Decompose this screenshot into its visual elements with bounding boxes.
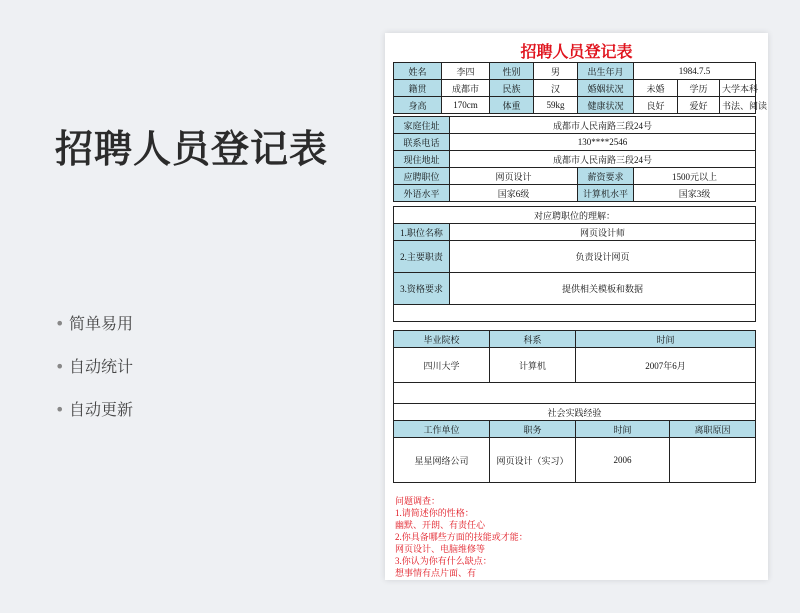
table-row bbox=[394, 207, 756, 224]
table-row bbox=[394, 80, 756, 97]
phone-label: 联系电话 bbox=[394, 134, 450, 151]
table-row bbox=[394, 348, 756, 383]
question-line: 网页设计、电脑维修等 bbox=[395, 544, 486, 554]
table-row bbox=[394, 224, 756, 241]
table-row bbox=[394, 97, 756, 114]
bullet-icon: • bbox=[55, 357, 65, 376]
company-header: 工作单位 bbox=[394, 421, 490, 438]
table-row bbox=[394, 438, 756, 483]
role-value: 网页设计（实习） bbox=[490, 438, 576, 483]
feature-list bbox=[55, 310, 133, 439]
salary-label: 薪资要求 bbox=[578, 168, 634, 185]
edu-value: 大学本科 bbox=[720, 80, 756, 97]
ethnic-value: 汉 bbox=[534, 80, 578, 97]
edu-label: 学历 bbox=[678, 80, 720, 97]
question-line: 3.你认为你有什么缺点： bbox=[395, 556, 492, 566]
exp-time-value: 2006 bbox=[576, 438, 670, 483]
blank-row bbox=[394, 383, 756, 404]
lang-value: 国家6级 bbox=[450, 185, 578, 202]
feature-item: • 自动更新 bbox=[55, 396, 133, 439]
gender-label: 性别 bbox=[490, 63, 534, 80]
question-line: 问题调查： bbox=[395, 496, 441, 506]
form-preview bbox=[385, 33, 768, 580]
table-row bbox=[394, 421, 756, 438]
exp-time-header: 时间 bbox=[576, 421, 670, 438]
computer-label: 计算机水平 bbox=[578, 185, 634, 202]
origin-value: 成都市 bbox=[442, 80, 490, 97]
name-value: 李四 bbox=[442, 63, 490, 80]
table-row bbox=[394, 117, 756, 134]
time-header: 时间 bbox=[576, 331, 756, 348]
height-label: 身高 bbox=[394, 97, 442, 114]
table-row bbox=[394, 241, 756, 273]
feature-item: • 自动统计 bbox=[55, 353, 133, 396]
hobby-value: 书法、阅读 bbox=[720, 97, 756, 114]
bullet-icon: • bbox=[55, 314, 65, 333]
home-label: 家庭住址 bbox=[394, 117, 450, 134]
experience-table bbox=[393, 403, 756, 483]
understanding-value: 负责设计网页 bbox=[450, 241, 756, 273]
phone-value: 130****2546 bbox=[450, 134, 756, 151]
school-header: 毕业院校 bbox=[394, 331, 490, 348]
birth-value: 1984.7.5 bbox=[634, 63, 756, 80]
health-label: 健康状况 bbox=[578, 97, 634, 114]
understanding-table bbox=[393, 206, 756, 322]
bullet-icon: • bbox=[55, 400, 65, 419]
table-row bbox=[394, 331, 756, 348]
position-label: 应聘职位 bbox=[394, 168, 450, 185]
form-title: 招聘人员登记表 bbox=[520, 42, 633, 61]
leave-reason-header: 离职原因 bbox=[670, 421, 756, 438]
current-label: 现住地址 bbox=[394, 151, 450, 168]
question-line: 2.你具备哪些方面的技能或才能： bbox=[395, 532, 528, 542]
table-row bbox=[394, 63, 756, 80]
role-header: 职务 bbox=[490, 421, 576, 438]
company-value: 星星网络公司 bbox=[394, 438, 490, 483]
understanding-header: 对应聘职位的理解： bbox=[394, 207, 756, 224]
school-value: 四川大学 bbox=[394, 348, 490, 383]
leave-reason-value bbox=[670, 438, 756, 483]
table-row bbox=[394, 168, 756, 185]
page-title: 招聘人员登记表 bbox=[55, 127, 329, 171]
health-value: 良好 bbox=[634, 97, 678, 114]
major-header: 科系 bbox=[490, 331, 576, 348]
table-row bbox=[394, 404, 756, 421]
height-value: 170cm bbox=[442, 97, 490, 114]
table-row bbox=[394, 383, 756, 404]
weight-value: 59kg bbox=[534, 97, 578, 114]
table-row bbox=[394, 305, 756, 322]
contact-table bbox=[393, 116, 756, 202]
ethnic-label: 民族 bbox=[490, 80, 534, 97]
lang-label: 外语水平 bbox=[394, 185, 450, 202]
name-label: 姓名 bbox=[394, 63, 442, 80]
understanding-value: 提供相关模板和数据 bbox=[450, 273, 756, 305]
table-row bbox=[394, 134, 756, 151]
time-value: 2007年6月 bbox=[576, 348, 756, 383]
table-row bbox=[394, 185, 756, 202]
table-row bbox=[394, 273, 756, 305]
birth-label: 出生年月 bbox=[578, 63, 634, 80]
major-value: 计算机 bbox=[490, 348, 576, 383]
understanding-label: 2.主要职责 bbox=[394, 241, 450, 273]
gender-value: 男 bbox=[534, 63, 578, 80]
understanding-label: 1.职位名称 bbox=[394, 224, 450, 241]
marital-label: 婚姻状况 bbox=[578, 80, 634, 97]
home-value: 成都市人民南路三段24号 bbox=[450, 117, 756, 134]
education-table bbox=[393, 330, 756, 404]
blank-row bbox=[394, 305, 756, 322]
survey-questions bbox=[395, 495, 528, 579]
question-line: 幽默、开朗、有责任心 bbox=[395, 520, 486, 530]
basic-info-table bbox=[393, 62, 768, 114]
understanding-value: 网页设计师 bbox=[450, 224, 756, 241]
salary-value: 1500元以上 bbox=[634, 168, 756, 185]
experience-header: 社会实践经验 bbox=[394, 404, 756, 421]
current-value: 成都市人民南路三段24号 bbox=[450, 151, 756, 168]
weight-label: 体重 bbox=[490, 97, 534, 114]
hobby-label: 爱好 bbox=[678, 97, 720, 114]
marital-value: 未婚 bbox=[634, 80, 678, 97]
feature-item: • 简单易用 bbox=[55, 310, 133, 353]
understanding-label: 3.资格要求 bbox=[394, 273, 450, 305]
computer-value: 国家3级 bbox=[634, 185, 756, 202]
question-line: 想事情有点片面、有 bbox=[395, 568, 477, 578]
origin-label: 籍贯 bbox=[394, 80, 442, 97]
question-line: 1.请简述你的性格： bbox=[395, 508, 474, 518]
position-value: 网页设计 bbox=[450, 168, 578, 185]
table-row bbox=[394, 151, 756, 168]
